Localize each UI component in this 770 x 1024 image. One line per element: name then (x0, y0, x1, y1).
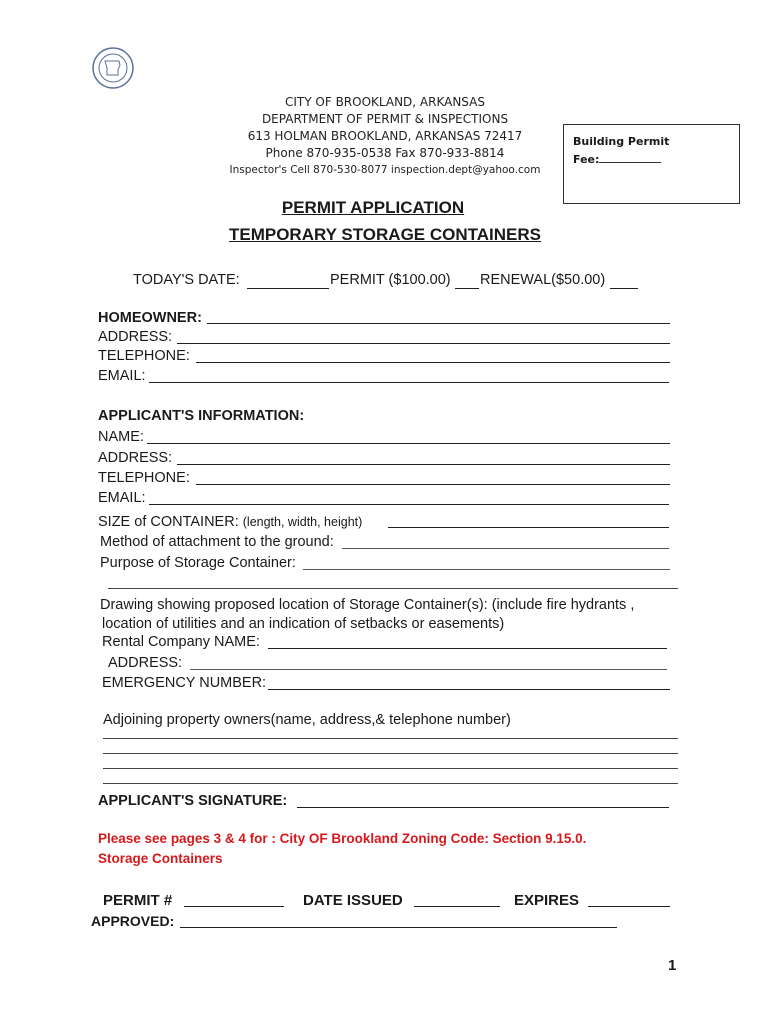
rental-company-address-field[interactable] (190, 669, 667, 670)
drawing-instructions-line1: Drawing showing proposed location of Storage Container(s): (include fire hydrants , (100, 597, 635, 613)
purpose-extra-line[interactable] (108, 588, 678, 589)
city-seal-logo (91, 46, 135, 90)
homeowner-address-label: ADDRESS: (98, 329, 173, 345)
applicant-name-label: NAME: (98, 429, 144, 445)
applicant-heading: APPLICANT'S INFORMATION: (98, 408, 305, 424)
purpose-field[interactable] (303, 569, 670, 570)
purpose-label: Purpose of Storage Container: (100, 555, 296, 571)
adjoining-owners-line-1[interactable] (103, 738, 678, 739)
homeowner-telephone-field[interactable] (196, 362, 670, 363)
applicant-telephone-label: TELEPHONE: (98, 470, 190, 486)
adjoining-owners-line-4[interactable] (103, 783, 678, 784)
permit-check-field[interactable] (455, 288, 479, 289)
renewal-check-field[interactable] (610, 288, 638, 289)
attachment-method-label: Method of attachment to the ground: (100, 534, 334, 550)
department-name: DEPARTMENT OF PERMIT & INSPECTIONS (261, 112, 509, 126)
fee-box-title: Building Permit (573, 135, 670, 148)
emergency-number-label: EMERGENCY NUMBER: (102, 675, 267, 691)
page-number: 1 (668, 957, 677, 974)
permit-number-field[interactable] (184, 906, 284, 907)
adjoining-owners-label: Adjoining property owners(name, address,& telephone number) (103, 712, 511, 728)
rental-company-name-label: Rental Company NAME: (102, 634, 260, 650)
renewal-fee-label: RENEWAL($50.00) (480, 272, 606, 288)
emergency-number-field[interactable] (268, 689, 670, 690)
rental-company-address-label: ADDRESS: (108, 655, 183, 671)
homeowner-telephone-label: TELEPHONE: (98, 348, 190, 364)
applicant-name-field[interactable] (147, 443, 670, 444)
expires-field[interactable] (588, 906, 670, 907)
homeowner-email-label: EMAIL: (98, 368, 146, 384)
page-subtitle: TEMPORARY STORAGE CONTAINERS (228, 225, 541, 244)
inspector-contact: Inspector's Cell 870-530-8077 inspection.dept@yahoo.com (229, 164, 541, 176)
homeowner-name-field[interactable] (207, 323, 670, 324)
adjoining-owners-line-3[interactable] (103, 768, 678, 769)
date-issued-field[interactable] (414, 906, 500, 907)
homeowner-email-field[interactable] (149, 382, 669, 383)
page-title: PERMIT APPLICATION (281, 198, 465, 217)
applicant-address-field[interactable] (177, 464, 670, 465)
department-address: 613 HOLMAN BROOKLAND, ARKANSAS 72417 (247, 129, 523, 143)
fee-label: Fee: (573, 153, 600, 166)
homeowner-address-field[interactable] (177, 343, 670, 344)
adjoining-owners-line-2[interactable] (103, 753, 678, 754)
permit-number-label: PERMIT # (103, 892, 173, 909)
approved-label: APPROVED: (91, 913, 175, 929)
approved-field[interactable] (180, 927, 617, 928)
permit-fee-label: PERMIT ($100.00) (330, 272, 451, 288)
container-size-label (98, 514, 362, 530)
applicant-telephone-field[interactable] (196, 484, 670, 485)
applicant-email-label: EMAIL: (98, 490, 146, 506)
attachment-method-field[interactable] (342, 548, 669, 549)
todays-date-label: TODAY'S DATE: (133, 272, 240, 288)
applicant-email-field[interactable] (149, 504, 669, 505)
phone-fax: Phone 870-935-0538 Fax 870-933-8814 (265, 146, 505, 160)
container-size-text: SIZE of CONTAINER: (98, 514, 243, 530)
applicant-signature-field[interactable] (297, 807, 669, 808)
applicant-address-label: ADDRESS: (98, 450, 173, 466)
date-issued-label: DATE ISSUED (303, 892, 403, 909)
zoning-notice-line1: Please see pages 3 & 4 for : City OF Brookland Zoning Code: Section 9.15.0. (98, 831, 587, 846)
expires-label: EXPIRES (514, 892, 580, 909)
zoning-notice-line2: Storage Containers (98, 851, 223, 866)
drawing-instructions-line2: location of utilities and an indication of setbacks or easements) (102, 616, 505, 632)
applicant-signature-label: APPLICANT'S SIGNATURE: (98, 793, 288, 809)
rental-company-name-field[interactable] (268, 648, 667, 649)
homeowner-heading: HOMEOWNER: (98, 310, 202, 326)
container-size-hint: (length, width, height) (242, 515, 363, 529)
department-header (200, 94, 570, 179)
fee-field[interactable] (599, 152, 661, 163)
todays-date-field[interactable] (247, 288, 329, 289)
building-permit-fee-box (563, 124, 740, 204)
city-name: CITY OF BROOKLAND, ARKANSAS (285, 95, 485, 109)
container-size-field[interactable] (388, 527, 669, 528)
